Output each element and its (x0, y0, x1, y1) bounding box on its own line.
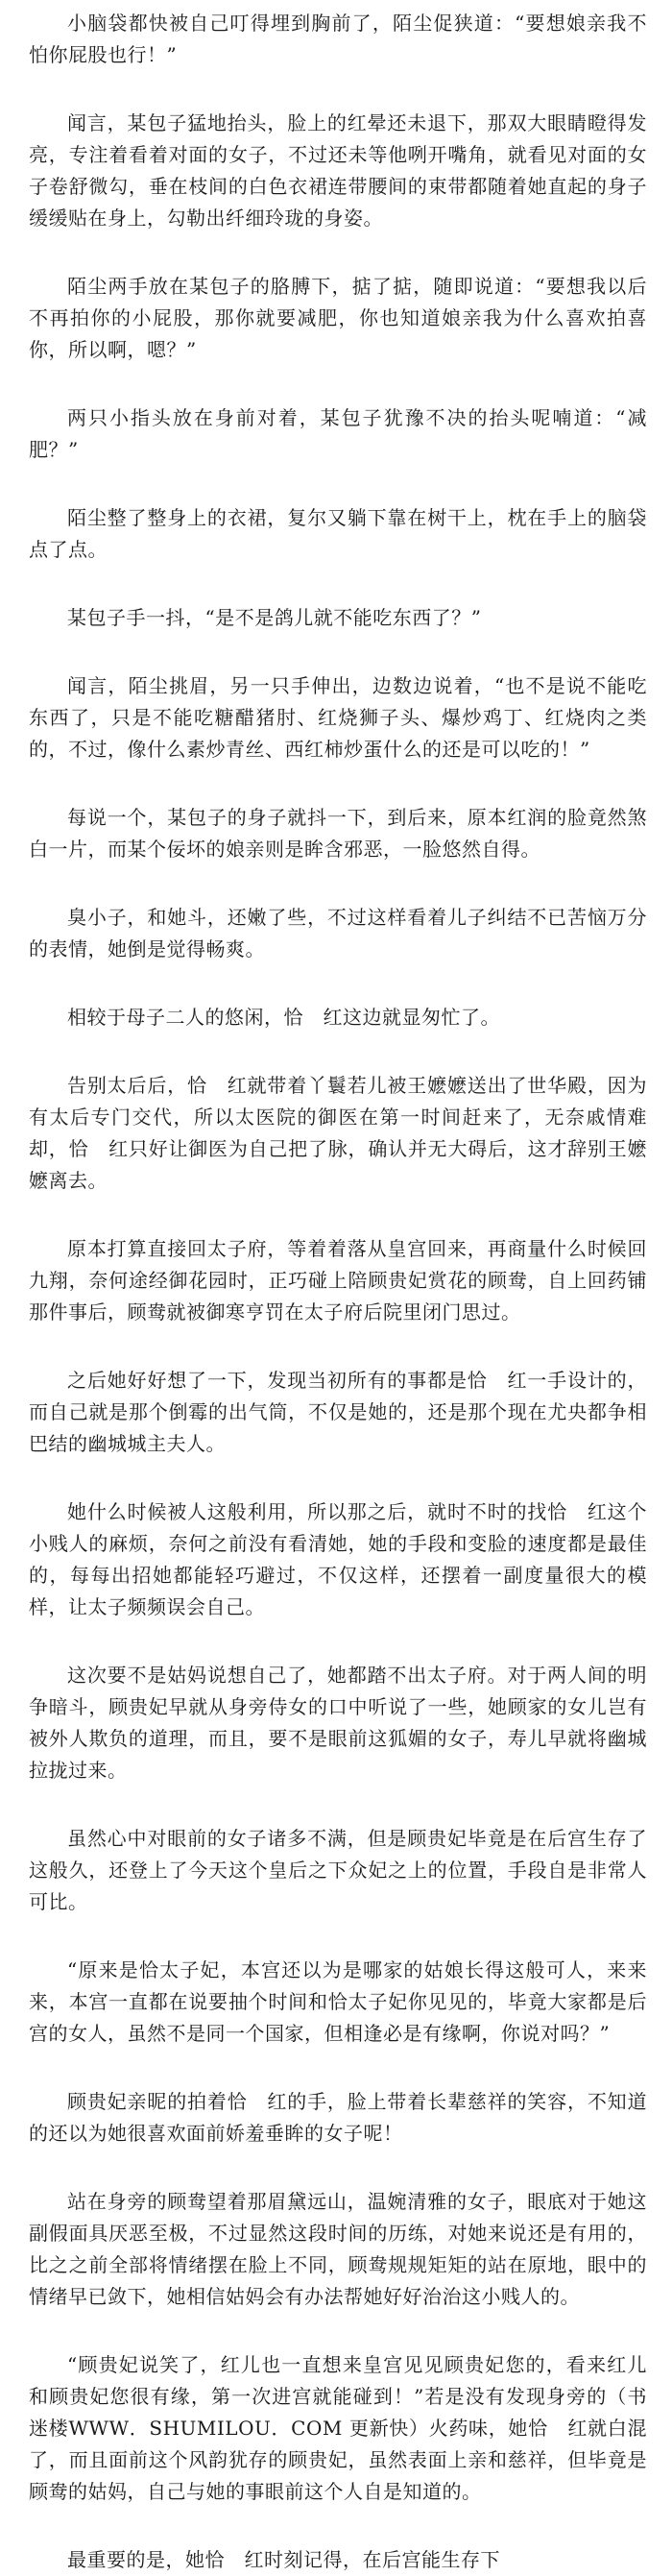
paragraph: 之后她好好想了一下，发现当初所有的事都是恰 红一手设计的，而自己就是那个倒霉的出气筒，不仅是她的，还是那个现在尤央都争相巴结的幽城城主夫人。 (29, 1369, 647, 1455)
paragraph: 这次要不是姑妈说想自己了，她都踏不出太子府。对于两人间的明争暗斗，顾贵妃早就从身旁侍女的口中听说了一些，她顾家的女儿岂有被外人欺负的道理，而且，要不是眼前这狐媚的女子，寿儿早就将幽城拉拢过来。 (29, 1664, 647, 1782)
paragraph: 闻言，某包子猛地抬头，脸上的红晕还未退下，那双大眼睛瞪得发亮，专注着看着对面的女子，不过还未等他咧开嘴角，就看见对面的女子卷舒微勾，垂在枝间的白色衣裙连带腰间的束带都随着她直起的身子缓缓贴在身上，勾勒出纤细玲珑的身姿。 (29, 111, 647, 230)
paragraph: 虽然心中对眼前的女子诸多不满，但是顾贵妃毕竟是在后宫生存了这般久，还登上了今天这个皇后之下众妃之上的位置，手段自是非常人可比。 (29, 1827, 647, 1913)
paragraph: 陌尘整了整身上的衣裙，复尔又躺下靠在树干上，枕在手上的脑袋点了点。 (29, 506, 647, 561)
paragraph: 顾贵妃亲昵的拍着恰 红的手，脸上带着长辈慈祥的笑容，不知道的还以为她很喜欢面前娇羞垂眸的女子呢！ (29, 2090, 647, 2145)
paragraph: 她什么时候被人这般利用，所以那之后，就时不时的找恰 红这个小贱人的麻烦，奈何之前没有看清她，她的手段和变脸的速度都是最佳的，每每出招她都能轻巧避过，不仅这样，还摆着一副度量很大的模样，让太子频频误会自己。 (29, 1500, 647, 1618)
paragraph: 每说一个，某包子的身子就抖一下，到后来，原本红润的脸竟然煞白一片，而某个佞坏的娘亲则是眸含邪恶，一脸悠然自得。 (29, 806, 647, 861)
paragraph: 某包子手一抖，“是不是鸽儿就不能吃东西了？” (67, 606, 482, 629)
paragraph: 陌尘两手放在某包子的胳膊下，掂了掂，随即说道：“要想我以后不再拍你的小屁股，那你就要减肥，你也知道娘亲我为什么喜欢拍喜你，所以啊，嗯？” (29, 275, 647, 361)
paragraph: 站在身旁的顾鸯望着那眉黛远山，温婉清雅的女子，眼底对于她这副假面具厌恶至极，不过显然这段时间的历练，对她来说还是有用的，比之之前全部将情绪摆在脸上不同，顾鸯规规矩矩的站在原地，眼中的情绪早已敛下，她相信姑妈会有办法帮她好好治治这小贱人的。 (29, 2190, 647, 2308)
paragraph: 最重要的是，她恰 红时刻记得，在后宫能生存下 (67, 2548, 500, 2571)
paragraph: “顾贵妃说笑了，红儿也一直想来皇宫见见顾贵妃您的，看来红儿和顾贵妃您很有缘，第一次进宫就能碰到！”若是没有发现身旁的（书迷楼WWW．SHUMILOU．COM 更新快）火药味，她恰 红就白混了，而且面前这个风韵犹存的顾贵妃，虽然表面上亲和慈祥，但毕竟是顾鸯的姑妈，自己与她的事眼前这个人自是知道的。 (29, 2353, 647, 2503)
paragraph: 两只小指头放在身前对着，某包子犹豫不决的抬头呢喃道：“减肥？” (29, 406, 647, 461)
paragraph: 相较于母子二人的悠闲，恰 红这边就显匆忙了。 (67, 1006, 500, 1029)
paragraph: 臭小子，和她斗，还嫩了些，不过这样看着儿子纠结不已苦恼万分的表情，她倒是觉得畅爽。 (29, 906, 647, 960)
paragraph: 闻言，陌尘挑眉，另一只手伸出，边数边说着，“也不是说不能吃东西了，只是不能吃糖醋猪肘、红烧狮子头、爆炒鸡丁、红烧肉之类的，不过，像什么素炒青丝、西红柿炒蛋什么的还是可以吃的！” (29, 674, 647, 761)
paragraph: “原来是恰太子妃，本宫还以为是哪家的姑娘长得这般可人，来来来，本宫一直都在说要抽个时间和恰太子妃你见见的，毕竟大家都是后宫的女人，虽然不是同一个国家，但相逢必是有缘啊，你说对吗？” (29, 1958, 647, 2045)
paragraph: 小脑袋都快被自己叮得埋到胸前了，陌尘促狭道：“要想娘亲我不怕你屁股也行！” (29, 12, 647, 66)
paragraph: 原本打算直接回太子府，等着着落从皇宫回来，再商量什么时候回九翔，奈何途经御花园时，正巧碰上陪顾贵妃赏花的顾鸯，自上回药铺那件事后，顾鸯就被御寒亨罚在太子府后院里闭门思过。 (29, 1237, 647, 1324)
paragraph: 告别太后后，恰 红就带着丫鬟若儿被王嬷嬷送出了世华殿，因为有太后专门交代，所以太医院的御医在第一时间赶来了，无奈戚情难却，恰 红只好让御医为自己把了脉，确认并无大碍后，这才辞别王嬷嬷离去。 (29, 1074, 647, 1192)
